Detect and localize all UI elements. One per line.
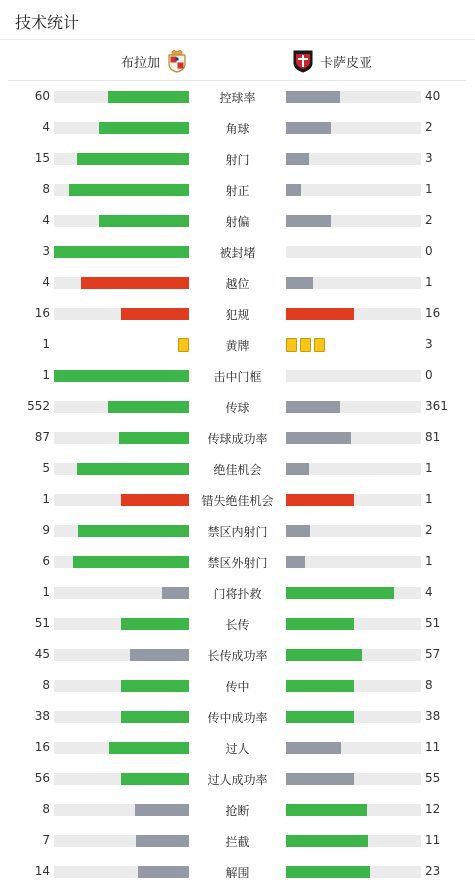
home-value: 5: [42, 461, 50, 475]
away-value: 0: [425, 368, 433, 382]
away-bar-fill: [286, 122, 331, 134]
away-bar-fill: [286, 835, 368, 847]
away-bar-fill: [286, 215, 331, 227]
stat-label: 门将扑救: [213, 587, 262, 601]
home-bar-track: [54, 711, 189, 723]
stat-label: 拦截: [225, 835, 250, 849]
home-value: 1: [42, 368, 50, 382]
home-bar-fill: [99, 215, 189, 227]
home-bar-fill: [130, 649, 189, 661]
home-bar-fill: [121, 308, 189, 320]
home-bar-track: [54, 773, 189, 785]
away-value: 2: [425, 120, 433, 134]
away-bar-fill: [286, 91, 340, 103]
home-bar-fill: [135, 804, 189, 816]
stat-row: [0, 268, 475, 299]
away-value: 3: [425, 151, 433, 165]
stat-row: [0, 547, 475, 578]
home-value: 8: [42, 182, 50, 196]
away-value: 51: [425, 616, 441, 630]
stat-label: 绝佳机会: [213, 463, 262, 477]
stat-row: [0, 82, 475, 113]
stat-label: 过人成功率: [207, 773, 268, 787]
away-bar-track: [286, 215, 421, 227]
home-value: 16: [34, 306, 50, 320]
home-bar-track: [54, 184, 189, 196]
stat-row: [0, 826, 475, 857]
home-bar-track: [54, 432, 189, 444]
home-value: 56: [34, 771, 50, 785]
stat-row: [0, 144, 475, 175]
away-value: 57: [425, 647, 441, 661]
stat-label: 控球率: [219, 91, 256, 105]
braga-crest-icon: [166, 49, 188, 73]
home-value: 8: [42, 678, 50, 692]
stat-label: 角球: [225, 122, 250, 136]
casa-pia-crest-icon: [292, 49, 314, 73]
away-value: 12: [425, 802, 441, 816]
away-bar-track: [286, 153, 421, 165]
stat-row: [0, 485, 475, 516]
away-value: 16: [425, 306, 441, 320]
home-bar-track: [54, 494, 189, 506]
away-bar-fill: [286, 773, 354, 785]
home-bar-track: [54, 742, 189, 754]
home-value: 8: [42, 802, 50, 816]
away-bar-track: [286, 494, 421, 506]
stat-row: [0, 671, 475, 702]
away-bar-track: [286, 587, 421, 599]
home-bar-fill: [138, 866, 189, 878]
away-bar-fill: [286, 618, 354, 630]
stat-label: 犯规: [225, 308, 250, 322]
home-bar-track: [54, 587, 189, 599]
stat-row: [0, 361, 475, 392]
home-value: 3: [42, 244, 50, 258]
away-value: 38: [425, 709, 441, 723]
yellow-card-icon: [286, 338, 297, 352]
home-bar-fill: [136, 835, 189, 847]
away-bar-fill: [286, 494, 354, 506]
away-team[interactable]: [292, 49, 372, 73]
stat-label: 过人: [225, 742, 250, 756]
away-bar-track: [286, 370, 421, 382]
stat-row: [0, 640, 475, 671]
away-bar-track: [286, 649, 421, 661]
home-bar-track: [54, 835, 189, 847]
stat-label: 传球: [225, 401, 250, 415]
away-value: 0: [425, 244, 433, 258]
stat-row: [0, 702, 475, 733]
stats-header: [0, 0, 475, 40]
away-value: 1: [425, 492, 433, 506]
away-bar-track: [286, 122, 421, 134]
stat-row: [0, 113, 475, 144]
away-bar-fill: [286, 463, 309, 475]
home-bar-track: [54, 246, 189, 258]
away-value: 2: [425, 523, 433, 537]
away-bar-track: [286, 525, 421, 537]
away-bar-track: [286, 308, 421, 320]
away-value: 1: [425, 275, 433, 289]
home-bar-fill: [109, 742, 189, 754]
away-bar-track: [286, 618, 421, 630]
home-bar-track: [54, 556, 189, 568]
away-bar-track: [286, 184, 421, 196]
stat-label: 传中: [225, 680, 250, 694]
stat-row: [0, 609, 475, 640]
away-value: 11: [425, 740, 441, 754]
stat-row: [0, 795, 475, 826]
yellow-card-icon: [314, 338, 325, 352]
away-bar-track: [286, 711, 421, 723]
away-value: 1: [425, 461, 433, 475]
stat-label: 抢断: [225, 804, 250, 818]
page-title: 技术统计: [15, 13, 80, 32]
home-bar-fill: [54, 246, 189, 258]
away-value: 8: [425, 678, 433, 692]
stat-label: 解围: [225, 866, 250, 880]
home-bar-fill: [77, 463, 189, 475]
stat-label: 禁区内射门: [207, 525, 268, 539]
away-bar-track: [286, 773, 421, 785]
home-bar-fill: [69, 184, 189, 196]
home-bar-fill: [77, 153, 189, 165]
home-bar-track: [54, 308, 189, 320]
home-value: 16: [34, 740, 50, 754]
away-bar-fill: [286, 432, 351, 444]
home-value: 1: [42, 585, 50, 599]
away-bar-track: [286, 556, 421, 568]
teams-bar: [8, 41, 466, 81]
home-bar-track: [54, 91, 189, 103]
away-bar-track: [286, 866, 421, 878]
stat-row: [0, 423, 475, 454]
stat-label: 越位: [225, 277, 250, 291]
away-value: 11: [425, 833, 441, 847]
home-value: 1: [42, 337, 50, 351]
away-bar-track: [286, 835, 421, 847]
stat-row: [0, 206, 475, 237]
home-bar-track: [54, 649, 189, 661]
away-bar-track: [286, 680, 421, 692]
away-bar-fill: [286, 742, 341, 754]
away-value: 1: [425, 554, 433, 568]
away-bar-fill: [286, 184, 301, 196]
yellow-card-icon: [178, 338, 189, 352]
away-bar-track: [286, 246, 421, 258]
stat-label: 禁区外射门: [207, 556, 268, 570]
home-value: 87: [34, 430, 50, 444]
home-bar-fill: [73, 556, 189, 568]
stat-row: [0, 299, 475, 330]
away-yellow-cards: [286, 338, 325, 352]
away-bar-fill: [286, 866, 370, 878]
home-bar-fill: [119, 432, 189, 444]
home-bar-track: [54, 277, 189, 289]
home-bar-fill: [78, 525, 189, 537]
away-value: 23: [425, 864, 441, 878]
away-bar-fill: [286, 277, 313, 289]
home-bar-fill: [121, 618, 189, 630]
stat-label: 长传: [225, 618, 250, 632]
away-team-name: 卡萨皮亚: [320, 55, 373, 71]
home-value: 4: [42, 120, 50, 134]
stat-label: 黄牌: [225, 339, 250, 353]
home-bar-track: [54, 122, 189, 134]
stat-label: 射正: [225, 184, 250, 198]
stat-row: [0, 237, 475, 268]
home-bar-track: [54, 525, 189, 537]
home-value: 4: [42, 275, 50, 289]
stat-label: 射偏: [225, 215, 250, 229]
away-bar-fill: [286, 308, 354, 320]
home-team-name: 布拉加: [120, 55, 160, 71]
home-value: 60: [34, 89, 50, 103]
home-bar-fill: [121, 680, 189, 692]
stat-row: [0, 330, 475, 361]
home-bar-track: [54, 618, 189, 630]
yellow-card-icon: [300, 338, 311, 352]
home-bar-track: [54, 804, 189, 816]
away-bar-fill: [286, 680, 354, 692]
home-bar-track: [54, 401, 189, 413]
stat-label: 传中成功率: [207, 711, 268, 725]
away-bar-track: [286, 432, 421, 444]
away-bar-fill: [286, 587, 394, 599]
stat-label: 射门: [225, 153, 250, 167]
away-bar-track: [286, 804, 421, 816]
away-bar-track: [286, 742, 421, 754]
home-bar-track: [54, 215, 189, 227]
home-yellow-cards: [178, 338, 189, 352]
home-value: 552: [27, 399, 50, 413]
home-value: 7: [42, 833, 50, 847]
away-bar-fill: [286, 804, 367, 816]
home-bar-fill: [54, 370, 189, 382]
away-bar-fill: [286, 153, 309, 165]
home-bar-fill: [121, 711, 189, 723]
home-value: 38: [34, 709, 50, 723]
home-bar-fill: [121, 773, 189, 785]
home-bar-fill: [108, 401, 189, 413]
home-bar-fill: [121, 494, 189, 506]
stat-row: [0, 175, 475, 206]
away-value: 81: [425, 430, 441, 444]
home-bar-track: [54, 680, 189, 692]
home-value: 6: [42, 554, 50, 568]
stat-label: 被封堵: [219, 246, 256, 260]
stat-row: [0, 733, 475, 764]
stat-label: 错失绝佳机会: [201, 494, 274, 508]
home-bar-fill: [99, 122, 189, 134]
away-value: 3: [425, 337, 433, 351]
stat-label: 击中门框: [213, 370, 262, 384]
away-bar-fill: [286, 525, 310, 537]
away-bar-track: [286, 277, 421, 289]
home-bar-track: [54, 153, 189, 165]
away-bar-fill: [286, 649, 362, 661]
stat-row: [0, 392, 475, 423]
away-value: 1: [425, 182, 433, 196]
away-value: 4: [425, 585, 433, 599]
stat-label: 长传成功率: [207, 649, 268, 663]
home-bar-fill: [81, 277, 189, 289]
stat-row: [0, 578, 475, 609]
away-bar-fill: [286, 556, 305, 568]
away-bar-fill: [286, 711, 354, 723]
stat-label: 传球成功率: [207, 432, 268, 446]
home-value: 51: [34, 616, 50, 630]
stat-row: [0, 857, 475, 888]
home-bar-fill: [162, 587, 189, 599]
away-value: 55: [425, 771, 441, 785]
home-value: 9: [42, 523, 50, 537]
stat-row: [0, 764, 475, 795]
home-value: 45: [34, 647, 50, 661]
home-value: 14: [34, 864, 50, 878]
stat-row: [0, 516, 475, 547]
home-value: 15: [34, 151, 50, 165]
home-bar-track: [54, 866, 189, 878]
home-bar-fill: [108, 91, 189, 103]
away-bar-track: [286, 401, 421, 413]
home-team[interactable]: [121, 49, 188, 73]
away-value: 40: [425, 89, 441, 103]
stats-list: [0, 82, 475, 888]
away-bar-fill: [286, 401, 340, 413]
stat-row: [0, 454, 475, 485]
away-value: 2: [425, 213, 433, 227]
home-value: 4: [42, 213, 50, 227]
away-bar-track: [286, 91, 421, 103]
away-value: 361: [425, 399, 448, 413]
home-bar-track: [54, 463, 189, 475]
away-bar-track: [286, 463, 421, 475]
home-value: 1: [42, 492, 50, 506]
home-bar-track: [54, 370, 189, 382]
